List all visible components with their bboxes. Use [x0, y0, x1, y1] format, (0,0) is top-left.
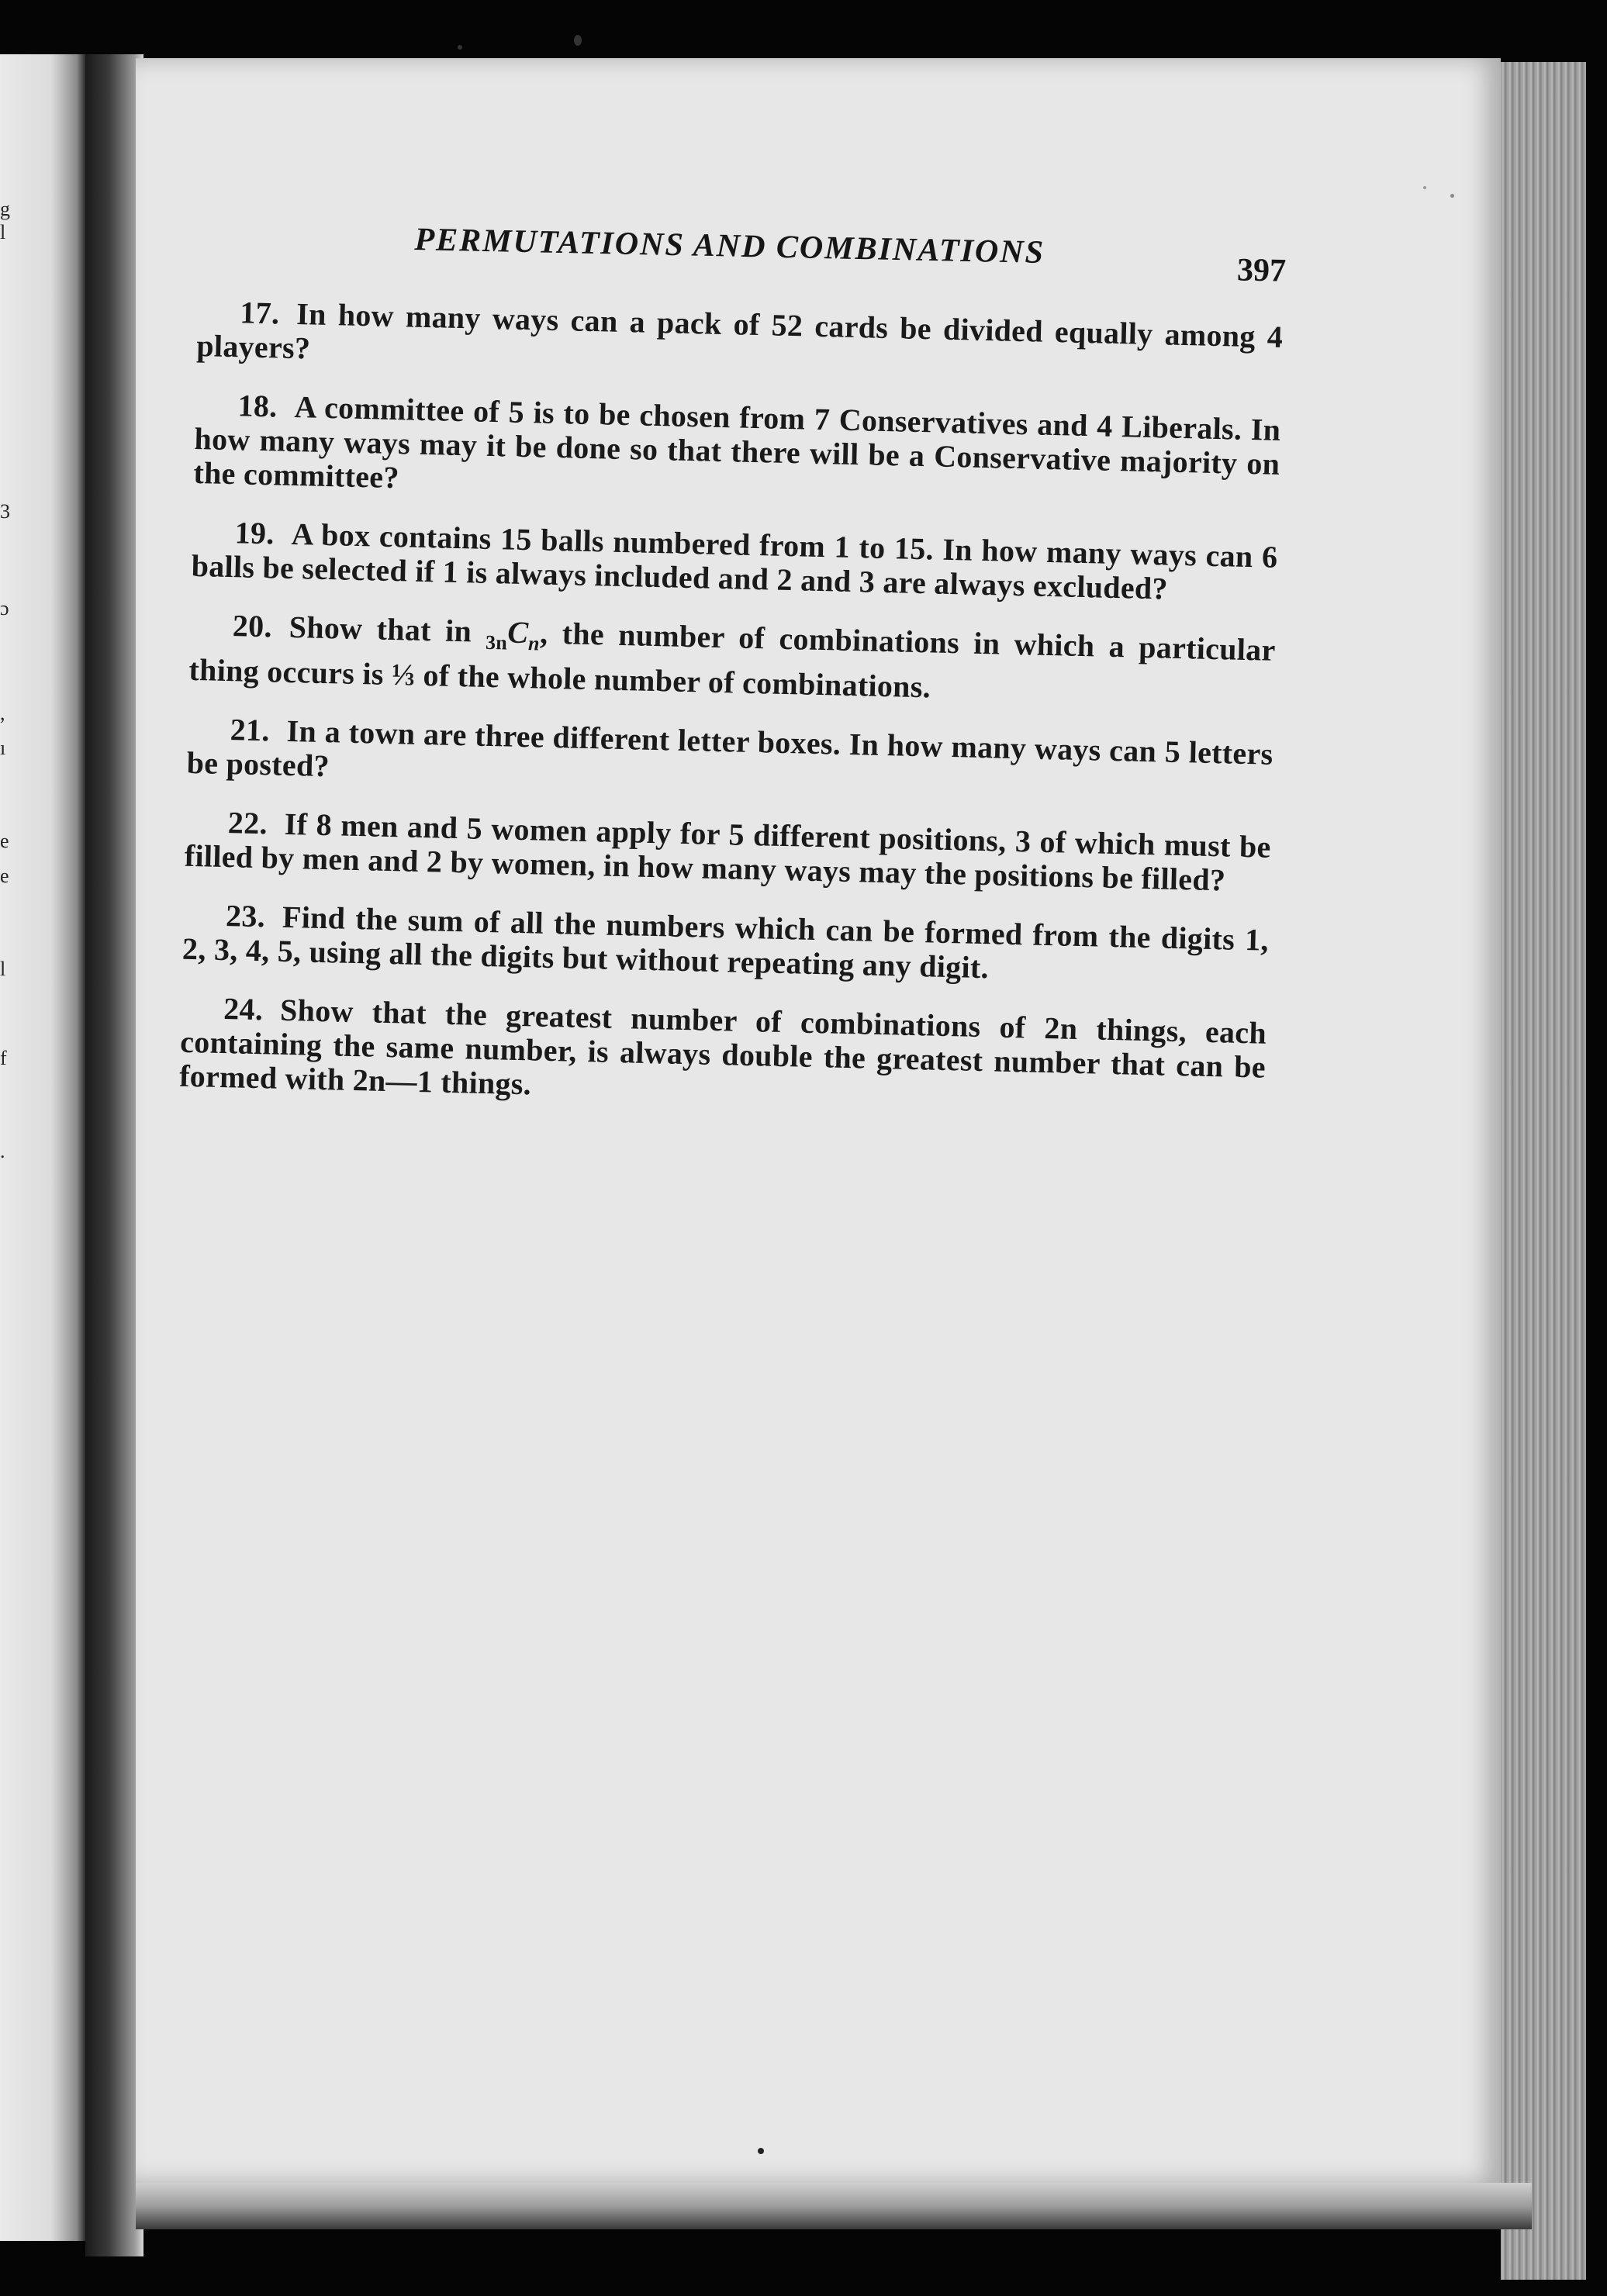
- left-page-fragment: e: [0, 830, 9, 852]
- exercise-number: 19.: [234, 515, 275, 551]
- exercise-number: 24.: [223, 991, 264, 1027]
- ink-speck: [758, 2148, 764, 2154]
- exercise-text: Show that the greatest number of combinations of 2n things, each containing the same number, is always double the greatest number that can be formed with 2n—1 things.: [178, 992, 1267, 1102]
- exercise-item: [179, 991, 1267, 1119]
- page-number: 397: [1236, 252, 1287, 289]
- left-page-fragment: e: [0, 865, 9, 887]
- exercise-number: 22.: [227, 805, 268, 841]
- notation-suffix: n: [527, 632, 541, 655]
- ink-speck: [1450, 194, 1454, 198]
- exercise-item: [182, 898, 1270, 992]
- exercise-text: A box contains 15 balls numbered from 1 to 15. In how many ways can 6 balls be selected if 1 is always included and 2 and 3 are always excluded?: [191, 516, 1278, 606]
- exercise-item: [184, 805, 1271, 899]
- left-page-fragment: l: [0, 958, 6, 980]
- exercise-number: 20.: [232, 608, 273, 644]
- exercise-item: [193, 388, 1281, 516]
- exercise-text: In a town are three different letter boxes. In how many ways can 5 letters be posted?: [186, 713, 1274, 784]
- running-head: PERMUTATIONS AND COMBINATIONS: [414, 221, 1045, 271]
- exercise-list: [178, 295, 1284, 1144]
- book-gutter-shadow: [85, 54, 143, 2256]
- exercise-item: [186, 712, 1274, 806]
- exercise-text: Show that in: [289, 609, 486, 649]
- left-page-fragment: f: [0, 1047, 7, 1069]
- exercise-text: If 8 men and 5 women apply for 5 different positions, 3 of which must be filled by men and 2 by women, in how many ways may the positions be filled?: [184, 806, 1272, 898]
- exercise-item: [191, 515, 1278, 609]
- page-bottom-edge: [136, 2183, 1532, 2229]
- left-page-fragment: l: [0, 221, 6, 243]
- exercise-text: Find the sum of all the numbers which can be formed from the digits 1, 2, 3, 4, 5, using all the digits but without repeating any digit.: [181, 899, 1270, 986]
- left-page-fragment: g: [0, 198, 10, 220]
- ink-speck: [458, 45, 462, 50]
- notation-prefix: 3n: [485, 630, 508, 654]
- left-page-fragment: ,: [0, 702, 5, 724]
- exercise-text: A committee of 5 is to be chosen from 7 Conservatives and 4 Liberals. In how many ways may it be done so that there will be a Conservative majority on the committee?: [193, 388, 1281, 495]
- exercise-text: In how many ways can a pack of 52 cards be divided equally among 4 players?: [195, 296, 1284, 366]
- left-page-fragment: ı: [0, 737, 6, 759]
- left-facing-page-edge: [0, 54, 85, 2241]
- left-page-fragment: 3: [0, 500, 10, 523]
- notation-symbol: C: [506, 614, 529, 651]
- exercise-number: 18.: [237, 388, 278, 424]
- ink-speck: [1423, 186, 1426, 189]
- exercise-number: 21.: [230, 712, 271, 748]
- exercise-number: 17.: [239, 295, 280, 331]
- exercise-number: 23.: [225, 898, 266, 934]
- exercise-item: [188, 608, 1276, 713]
- left-page-fragment: ɔ: [0, 597, 9, 620]
- exercise-text: , the number of combinations in which a particular thing occurs is ⅓ of the whole number of combinations.: [188, 615, 1277, 705]
- ink-speck: [574, 35, 582, 46]
- left-page-fragment: .: [0, 1140, 5, 1162]
- page-block-edge: [1501, 62, 1586, 2280]
